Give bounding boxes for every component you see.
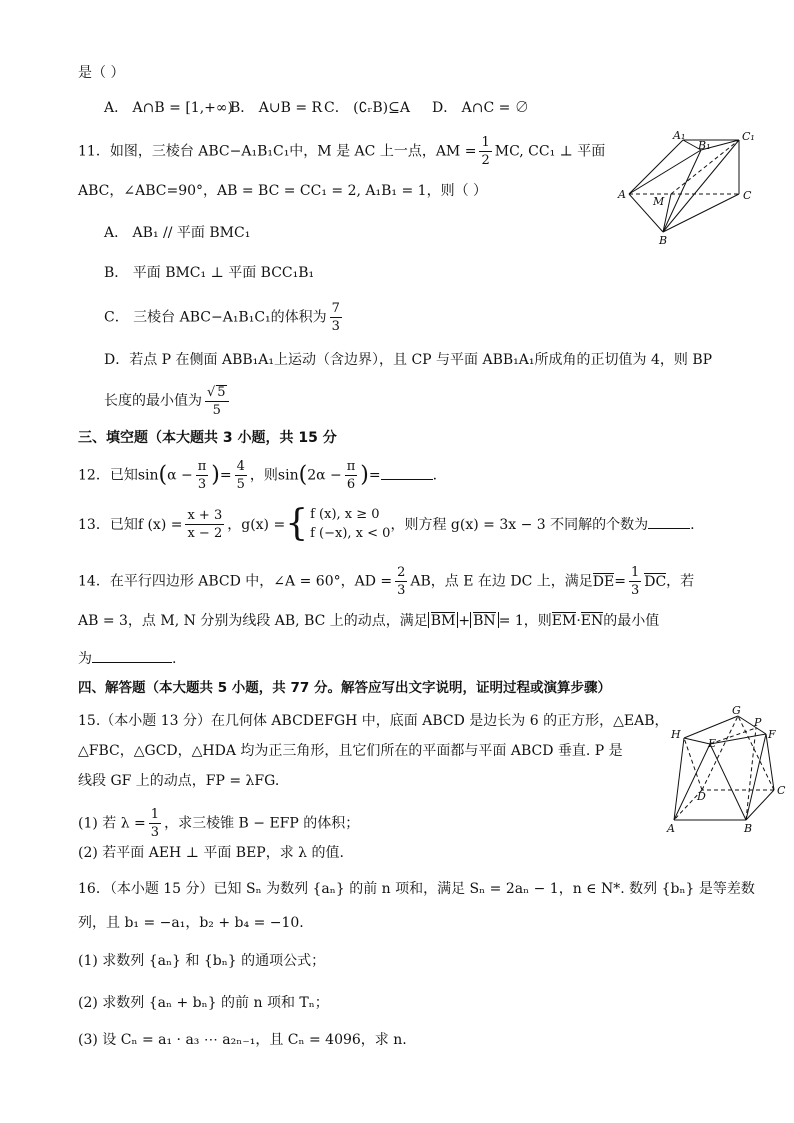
q14-line3: 为 . bbox=[78, 651, 177, 667]
q14-answer-blank bbox=[92, 650, 172, 663]
label-c: C bbox=[743, 189, 752, 202]
edge-bc bbox=[663, 194, 739, 232]
q15-part2: (2) 若平面 AEH ⊥ 平面 BEP，求 λ 的值. bbox=[78, 845, 344, 861]
q16-part2: (2) 求数列 {aₙ + bₙ} 的前 n 项和 Tₙ； bbox=[78, 995, 329, 1011]
label-f: F bbox=[768, 728, 776, 741]
q15-line2: △FBC，△GCD，△HDA 均为正三角形，且它们所在的平面都与平面 ABCD 垂直. P 是 bbox=[78, 743, 623, 759]
edge-bc bbox=[746, 790, 774, 820]
q10-option-c: C． (∁ᵣB)⊆A bbox=[324, 100, 410, 116]
label-b1: B₁ bbox=[698, 139, 711, 152]
solid-figure bbox=[662, 702, 790, 834]
q11-option-c: C． 三棱台 ABC−A₁B₁C₁的体积为 $\frac{7}{3}$ bbox=[104, 301, 340, 334]
q15-line1: 15.（本小题 13 分）在几何体 ABCDEFGH 中，底面 ABCD 是边长为 6 的正方形，△EAB， bbox=[78, 713, 669, 729]
q13-line: 13．已知f (x) = $\frac{x + 3}{x - 2}$ ，g(x) ={ f (x), x ≥ 0 f (−x), x < 0 ，则方程 g(x) = 3x − 3 不同解的个数为 . bbox=[78, 503, 695, 545]
q16-part3: (3) 设 Cₙ = a₁ · a₃ ⋯ a₂ₙ₋₁，且 Cₙ = 4096，求 n. bbox=[78, 1032, 407, 1048]
q11-option-d-line1: D．若点 P 在侧面 ABB₁A₁上运动（含边界），且 CP 与平面 ABB₁A₁所成角的正切值为 4，则 BP bbox=[104, 352, 713, 368]
edge-ah bbox=[674, 738, 684, 820]
frustum-figure bbox=[615, 128, 765, 246]
label-b: B bbox=[659, 234, 668, 246]
q14-line2: AB = 3，点 M, N 分别为线段 AB, BC 上的动点，满足 BM + BN = 1，则EM·EN的最小值 bbox=[78, 613, 660, 629]
q11-option-a: A． AB₁ // 平面 BMC₁ bbox=[104, 225, 251, 241]
q16-line2: 列，且 b₁ = −a₁，b₂ + b₄ = −10. bbox=[78, 915, 304, 931]
edge-bc1 bbox=[663, 140, 739, 232]
edge-dg bbox=[702, 716, 738, 790]
label-c1: C₁ bbox=[742, 130, 755, 143]
edge-bp bbox=[746, 728, 756, 820]
edge-bf bbox=[746, 734, 766, 820]
label-p: P bbox=[754, 716, 762, 729]
label-g: G bbox=[732, 704, 741, 717]
label-a: A bbox=[667, 822, 675, 834]
label-m: M bbox=[653, 195, 665, 208]
section4-title: 四、解答题（本大题共 5 小题，共 77 分。解答应写出文字说明，证明过程或演算步骤） bbox=[78, 680, 611, 696]
q10-option-b: B． A∪B = R bbox=[230, 100, 323, 116]
edge-ab1 bbox=[629, 150, 701, 194]
label-b: B bbox=[744, 822, 753, 834]
q12-line: 12．已知sin(α − $\frac{\pi}{3}$ )= $\frac{4}{5}$ ，则sin(2α − $\frac{\pi}{6}$ )= . bbox=[78, 459, 438, 492]
edge-bb1 bbox=[663, 150, 701, 232]
q12-answer-blank bbox=[381, 467, 433, 480]
edge-be bbox=[710, 744, 746, 820]
edge-aa1 bbox=[629, 140, 683, 194]
q14-line1: 14．在平行四边形 ABCD 中，∠A = 60°，AD = $\frac{2}{3}$ AB，点 E 在边 DC 上，满足DE= $\frac{1}{3}$ DC，若 bbox=[78, 565, 695, 598]
q10-option-a: A． A∩B = [1,+∞) bbox=[104, 100, 233, 116]
label-a1: A₁ bbox=[673, 129, 686, 142]
q10-option-d: D． A∩C = ∅ bbox=[432, 100, 529, 116]
section3-title: 三、填空题（本大题共 3 小题，共 15 分 bbox=[78, 430, 337, 446]
q16-part1: (1) 求数列 {aₙ} 和 {bₙ} 的通项公式； bbox=[78, 953, 326, 969]
q11-option-d-line2: 长度的最小值为 $\frac{√ 5}{5}$ bbox=[104, 385, 232, 417]
edge-dh bbox=[684, 738, 702, 790]
q11-line1: 11．如图，三棱台 ABC−A₁B₁C₁中，M 是 AC 上一点，AM = $\frac{1}{2}$ MC, CC₁ ⊥ 平面 bbox=[78, 135, 606, 168]
label-a: A bbox=[618, 188, 626, 201]
edge-ae bbox=[674, 744, 710, 820]
label-h: H bbox=[671, 728, 681, 741]
q11-line2: ABC，∠ABC=90°，AB = BC = CC₁ = 2, A₁B₁ = 1，则（ ） bbox=[78, 183, 488, 199]
label-c: C bbox=[777, 784, 786, 797]
q16-line1: 16．（本小题 15 分）已知 Sₙ 为数列 {aₙ} 的前 n 项和，满足 Sₙ = 2aₙ − 1，n ∈ N*. 数列 {bₙ} 是等差数 bbox=[78, 881, 755, 897]
q15-line3: 线段 GF 上的动点，FP = λFG. bbox=[78, 773, 280, 789]
q11-option-b: B． 平面 BMC₁ ⊥ 平面 BCC₁B₁ bbox=[104, 265, 315, 281]
edge-gh bbox=[684, 716, 738, 738]
q10-stem-tail: 是（ ） bbox=[78, 65, 125, 81]
edge-he bbox=[684, 738, 710, 744]
edge-ep bbox=[710, 728, 756, 744]
edge-ef bbox=[710, 734, 766, 744]
q13-answer-blank bbox=[648, 516, 690, 529]
label-d: D bbox=[697, 790, 706, 803]
q15-part1: (1) 若 λ = $\frac{1}{3}$ ，求三棱锥 B − EFP 的体积； bbox=[78, 807, 360, 840]
label-e: E bbox=[708, 737, 717, 750]
